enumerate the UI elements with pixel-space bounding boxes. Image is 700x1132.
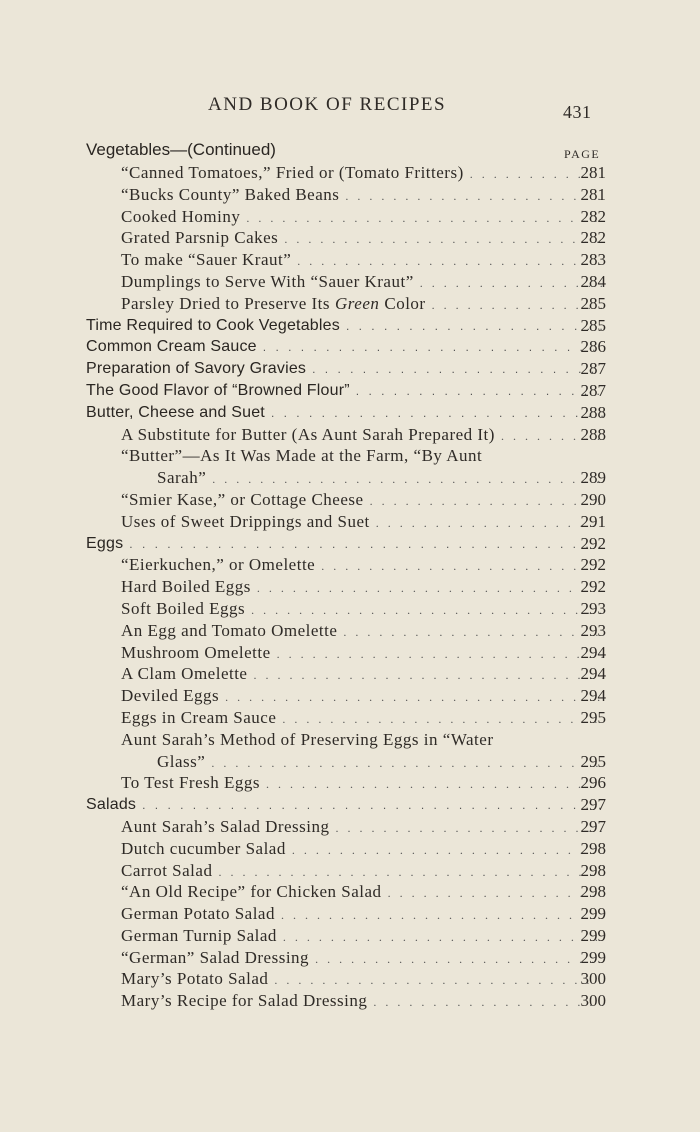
entry-title-wrapped: Sarah” (157, 468, 207, 488)
entry-title: Preparation of Savory Gravies (86, 360, 307, 378)
entry-text-block (86, 380, 603, 403)
entry-title: “Canned Tomatoes,” Fried or (Tomato Fritters) (121, 163, 464, 182)
entry-title: To Test Fresh Eggs (121, 773, 260, 793)
entry-page-number: 288 (580, 402, 606, 422)
entry-title: Soft Boiled Eggs (121, 598, 246, 618)
entry-title-wrapped: Glass” (157, 751, 206, 771)
toc-entry (0, 990, 700, 1012)
toc-entry (0, 576, 700, 598)
dot-leader (315, 949, 603, 971)
entry-text-block (121, 598, 603, 622)
toc-entry (0, 424, 700, 446)
entry-title: Eggs (86, 534, 124, 552)
entry-page-number: 298 (580, 860, 606, 880)
toc-entry (0, 968, 700, 990)
entry-text-block (121, 620, 603, 644)
entry-text-block (86, 315, 603, 338)
dot-leader (212, 469, 603, 491)
toc-entry (0, 293, 700, 315)
entry-page-number: 282 (580, 206, 606, 226)
toc-entry (0, 271, 700, 293)
entry-title: German Turnip Salad (121, 925, 277, 945)
dot-leader (266, 774, 603, 796)
entry-title: Mushroom Omelette (121, 642, 271, 662)
entry-page-number: 284 (580, 271, 606, 291)
toc-entry (0, 772, 700, 794)
entry-title: Uses of Sweet Drippings and Suet (121, 511, 370, 531)
toc-entry (0, 489, 700, 511)
entry-text-block (121, 903, 603, 927)
entry-title: “Smier Kase,” or Cottage Cheese (121, 489, 364, 509)
entry-text-block (121, 772, 603, 796)
entry-page-number: 299 (580, 904, 606, 924)
entry-title: To make “Sauer Kraut” (121, 250, 292, 270)
toc-entry (0, 620, 700, 642)
entry-text-block (121, 424, 603, 448)
entry-page-number: 294 (580, 664, 606, 684)
entry-title: A Substitute for Butter (As Aunt Sarah Prepared It) (121, 424, 495, 444)
entry-title: Cooked Hominy (121, 206, 241, 226)
entry-title: Butter, Cheese and Suet (86, 403, 265, 421)
toc-heading-entry (0, 336, 700, 358)
dot-leader (376, 513, 603, 535)
entry-text-block (121, 271, 603, 295)
dot-leader (218, 862, 603, 884)
entry-page-number: 298 (580, 838, 606, 858)
dot-leader (225, 687, 603, 709)
entry-text-block (121, 642, 603, 666)
entry-text-block (121, 576, 603, 600)
entry-title: “An Old Recipe” for Chicken Salad (121, 882, 382, 902)
entry-page-number: 297 (580, 816, 606, 836)
entry-page-number: 300 (580, 991, 606, 1011)
entry-title: Grated Parsnip Cakes (121, 228, 279, 248)
toc-heading-entry (0, 380, 700, 402)
entry-page-number: 292 (580, 533, 606, 553)
entry-page-number: 288 (580, 424, 606, 444)
entry-text-block (121, 206, 603, 230)
entry-page-number: 299 (580, 947, 606, 967)
entry-page-number: 297 (580, 795, 606, 815)
toc-entry (0, 598, 700, 620)
dot-leader (356, 381, 603, 403)
entry-page-number: 281 (580, 163, 606, 182)
entry-page-number: 286 (580, 337, 606, 357)
entry-text-block (86, 533, 603, 556)
entry-list (0, 162, 700, 1012)
entry-page-number: 294 (580, 686, 606, 706)
entry-page-number: 300 (580, 969, 606, 989)
toc-entry (0, 184, 700, 206)
entry-text-block (86, 794, 603, 817)
dot-leader (346, 316, 603, 338)
entry-page-number: 282 (580, 228, 606, 248)
page-number: 431 (563, 102, 592, 122)
entry-text-block (121, 968, 603, 992)
entry-page-number: 289 (580, 468, 606, 488)
toc-heading-entry (0, 315, 700, 337)
dot-leader (373, 992, 603, 1014)
entry-text-block (86, 402, 603, 425)
entry-text-block (121, 707, 603, 731)
toc-entry (0, 206, 700, 228)
toc-entry (0, 707, 700, 729)
dot-leader (321, 556, 603, 578)
dot-leader (263, 337, 603, 359)
entry-title: Time Required to Cook Vegetables (86, 316, 340, 334)
entry-text-block (121, 249, 603, 273)
dot-leader (271, 403, 603, 425)
toc-heading-entry (0, 402, 700, 424)
entry-title: Eggs in Cream Sauce (121, 707, 277, 727)
dot-leader (282, 709, 603, 731)
toc-entry (0, 925, 700, 947)
entry-title: Deviled Eggs (121, 686, 220, 706)
table-of-contents (0, 138, 700, 1012)
entry-text-block (121, 162, 603, 186)
entry-text-block (121, 511, 603, 535)
entry-title: “Bucks County” Baked Beans (121, 184, 340, 204)
dot-leader (257, 578, 603, 600)
dot-leader (274, 970, 603, 992)
entry-title: Salads (86, 796, 137, 814)
entry-text-block (121, 685, 603, 709)
dot-leader (283, 927, 603, 949)
entry-text-block (121, 838, 603, 862)
dot-leader (211, 753, 603, 775)
entry-text-block (121, 816, 603, 840)
entry-page-number: 295 (580, 751, 606, 771)
entry-text-block (121, 881, 603, 905)
toc-entry (0, 816, 700, 838)
entry-page-number: 287 (580, 380, 606, 400)
entry-page-number: 296 (580, 773, 606, 793)
entry-text-block (121, 729, 603, 775)
entry-page-number: 290 (580, 489, 606, 509)
toc-heading-entry (0, 533, 700, 555)
entry-title: Dutch cucumber Salad (121, 838, 286, 858)
dot-leader (246, 208, 603, 230)
toc-entry (0, 554, 700, 576)
dot-leader (370, 491, 603, 513)
dot-leader (297, 251, 603, 273)
entry-title: Parsley Dried to Preserve Its (121, 293, 331, 313)
dot-leader (253, 665, 603, 687)
dot-leader (281, 905, 603, 927)
toc-entry (0, 903, 700, 925)
entry-page-number: 295 (580, 707, 606, 727)
toc-entry (0, 947, 700, 969)
dot-leader (292, 840, 603, 862)
toc-entry (0, 881, 700, 903)
entry-text-block (121, 293, 603, 317)
entry-text-block (86, 336, 603, 359)
entry-text-block (121, 184, 603, 208)
entry-title: Aunt Sarah’s Salad Dressing (121, 816, 330, 836)
toc-entry (0, 860, 700, 882)
entry-page-number: 291 (580, 511, 606, 531)
entry-title: A Clam Omelette (121, 664, 248, 684)
dot-leader (345, 186, 603, 208)
entry-text-block (121, 947, 603, 971)
section-title: Vegetables—(Continued) (86, 140, 276, 159)
entry-text-block (86, 358, 603, 381)
entry-page-number: 287 (580, 359, 606, 379)
toc-entry (0, 445, 700, 489)
entry-title: Common Cream Sauce (86, 338, 257, 356)
dot-leader (343, 622, 603, 644)
page-column-label: PAGE (564, 147, 601, 161)
dot-leader (277, 644, 603, 666)
entry-title: German Potato Salad (121, 904, 275, 924)
dot-leader (336, 818, 603, 840)
toc-entry (0, 729, 700, 773)
entry-title-continued: Color (384, 293, 426, 313)
entry-text-block (121, 663, 603, 687)
entry-title: Hard Boiled Eggs (121, 577, 251, 597)
toc-entry (0, 511, 700, 533)
toc-entry (0, 685, 700, 707)
toc-heading-entry (0, 358, 700, 380)
entry-page-number: 283 (580, 250, 606, 270)
dot-leader (129, 534, 603, 556)
toc-entry (0, 642, 700, 664)
entry-title: “Butter”—As It Was Made at the Farm, “By Aunt (121, 446, 483, 466)
toc-entry (0, 249, 700, 271)
entry-page-number: 285 (580, 315, 606, 335)
entry-page-number: 293 (580, 598, 606, 618)
dot-leader (284, 229, 603, 251)
entry-title: Mary’s Recipe for Salad Dressing (121, 991, 368, 1011)
dot-leader (142, 795, 603, 817)
entry-title: “Eierkuchen,” or Omelette (121, 555, 316, 575)
entry-title: Mary’s Potato Salad (121, 969, 269, 989)
entry-text-block (121, 445, 603, 491)
section-heading-row (0, 138, 700, 162)
entry-title: An Egg and Tomato Omelette (121, 620, 338, 640)
running-title: AND BOOK OF RECIPES (208, 94, 447, 115)
entry-page-number: 292 (580, 577, 606, 597)
entry-text-block (121, 489, 603, 513)
entry-page-number: 292 (580, 555, 606, 575)
entry-title: Dumplings to Serve With “Sauer Kraut” (121, 271, 414, 291)
entry-title: “German” Salad Dressing (121, 947, 310, 967)
entry-page-number: 281 (580, 184, 606, 204)
entry-title: Carrot Salad (121, 860, 213, 880)
entry-page-number: 293 (580, 620, 606, 640)
dot-leader (312, 359, 603, 381)
toc-heading-entry (0, 794, 700, 816)
dot-leader (388, 883, 603, 905)
dot-leader (251, 600, 603, 622)
entry-title-emphasis: Green (335, 293, 380, 313)
entry-text-block (121, 227, 603, 251)
toc-entry (0, 162, 700, 184)
toc-entry (0, 227, 700, 249)
entry-page-number: 285 (580, 293, 606, 313)
toc-entry (0, 663, 700, 685)
entry-text-block (121, 554, 603, 578)
entry-page-number: 299 (580, 925, 606, 945)
entry-text-block (121, 925, 603, 949)
entry-page-number: 298 (580, 882, 606, 902)
entry-text-block (121, 990, 603, 1014)
entry-text-block (121, 860, 603, 884)
entry-title: The Good Flavor of “Browned Flour” (86, 381, 350, 399)
entry-page-number: 294 (580, 642, 606, 662)
toc-entry (0, 838, 700, 860)
entry-title: Aunt Sarah’s Method of Preserving Eggs in “Water (121, 729, 494, 749)
